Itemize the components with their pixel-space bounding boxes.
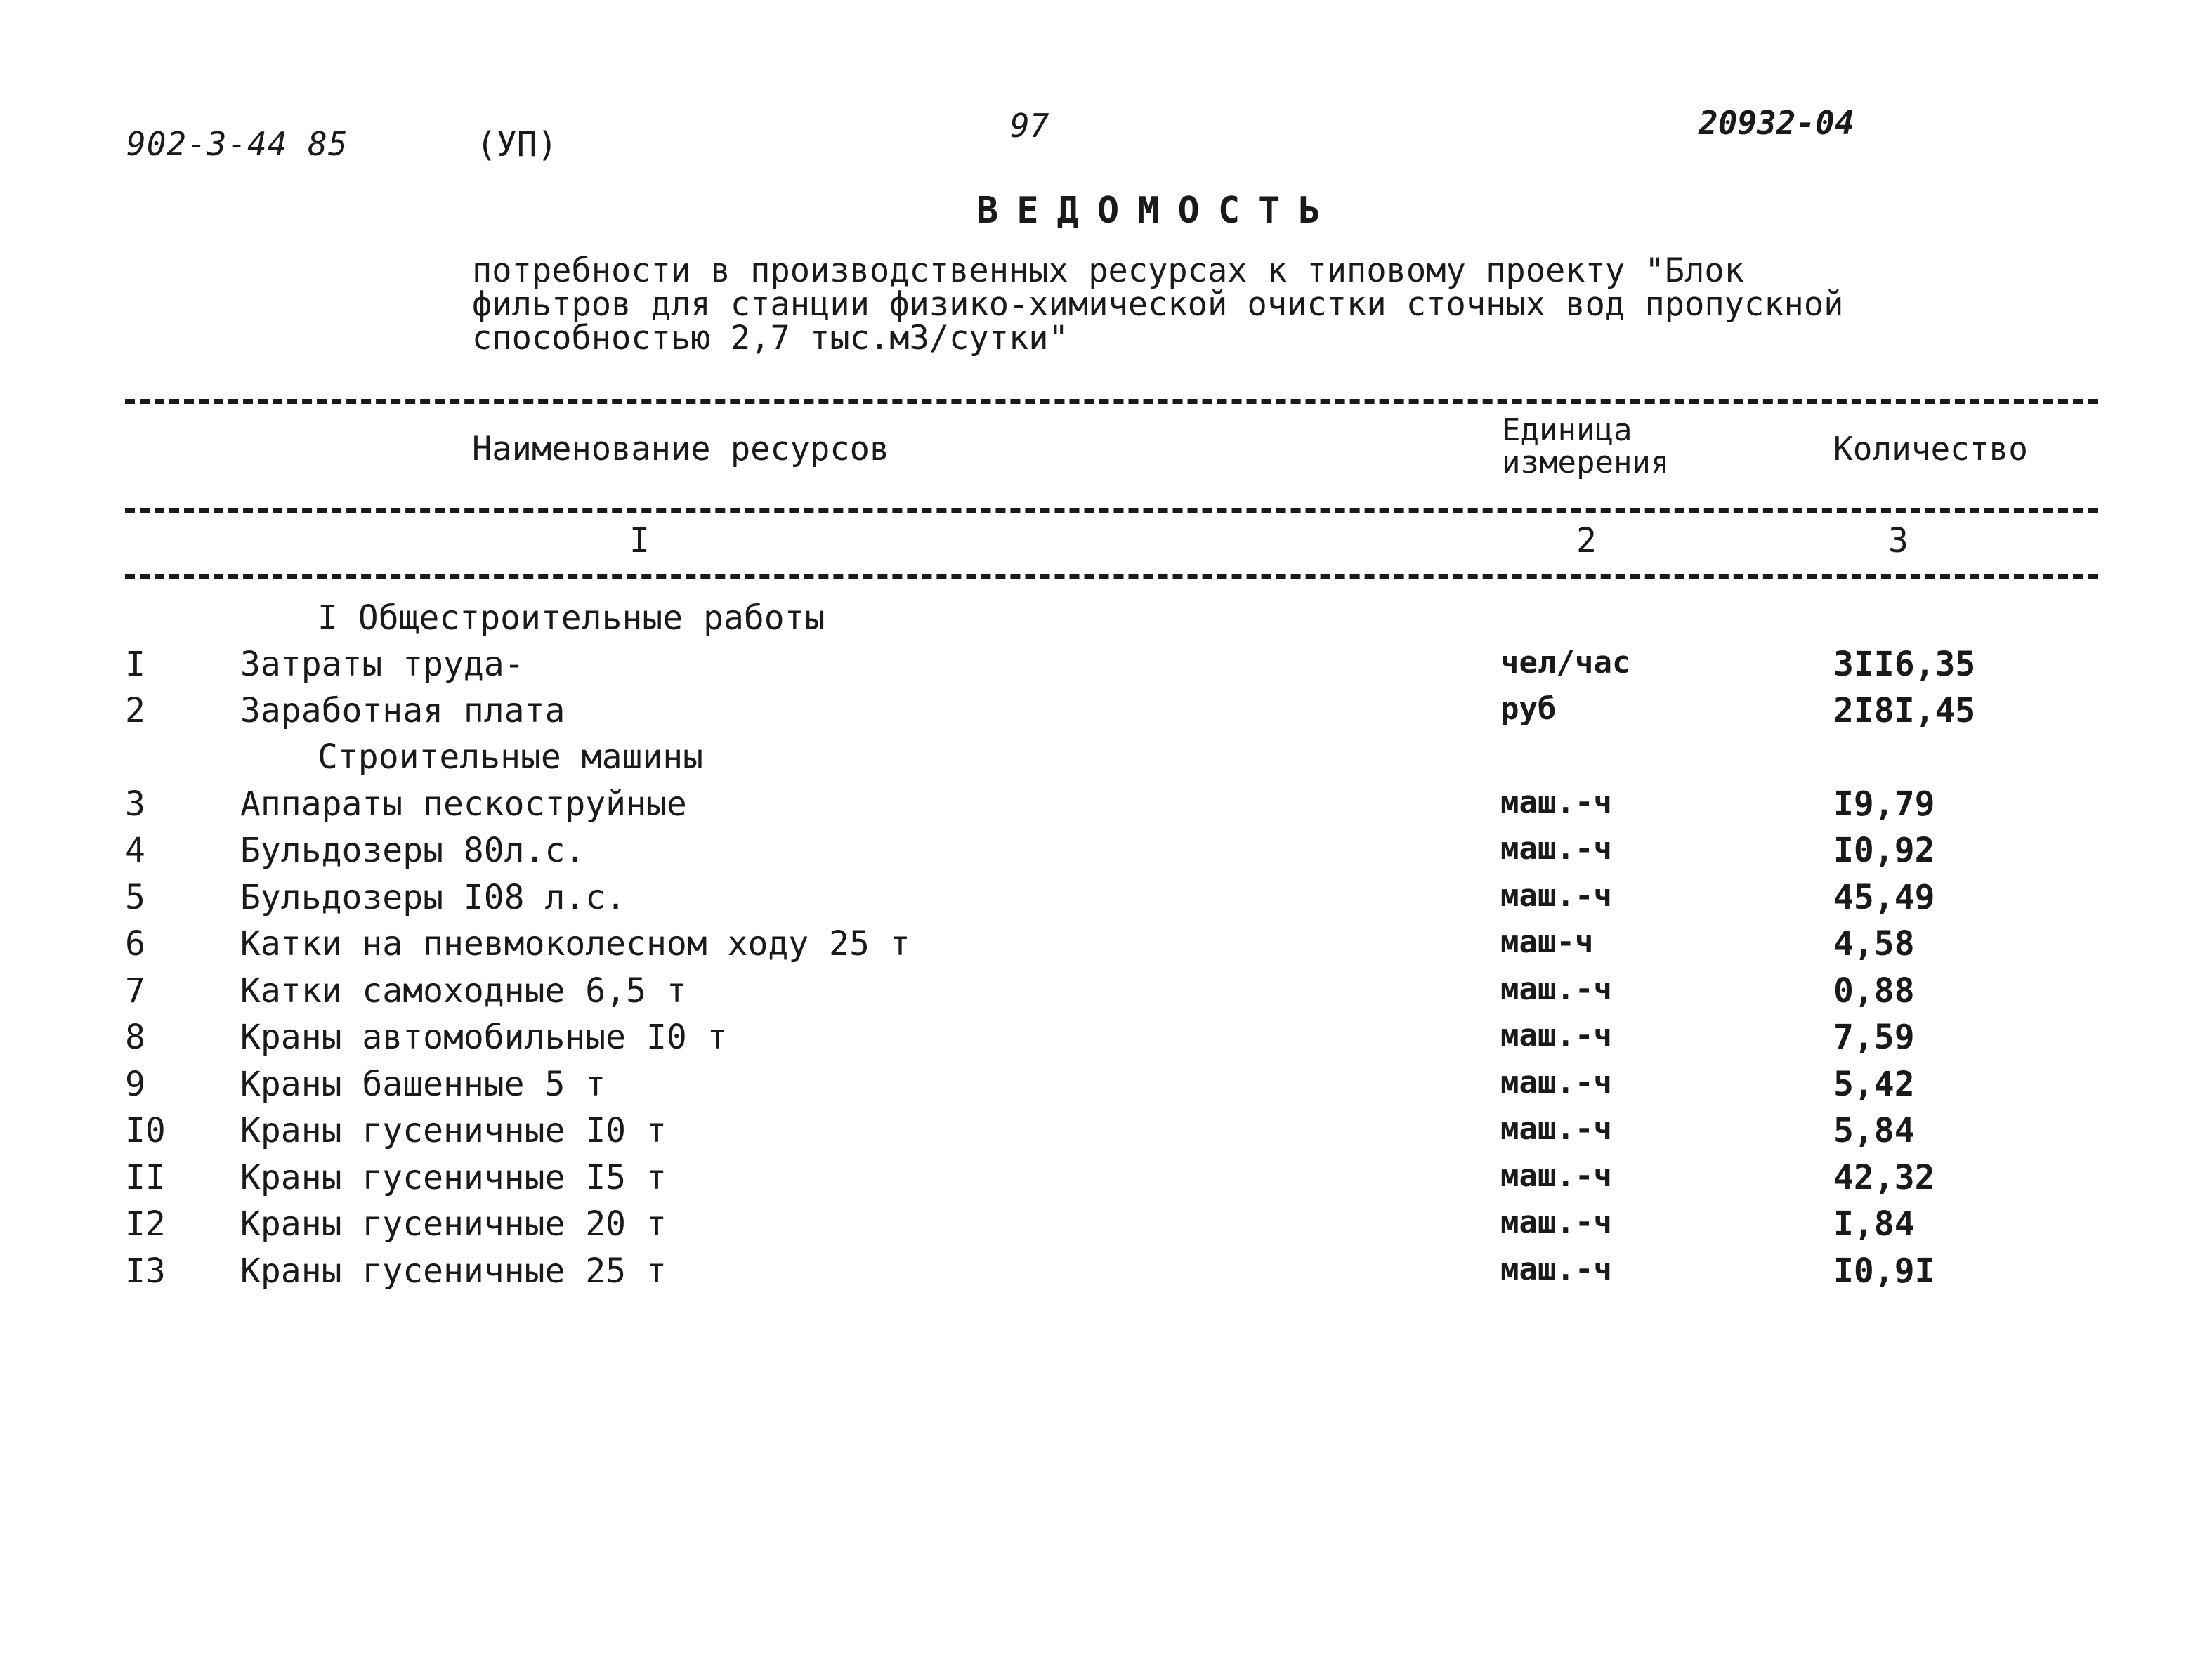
resource-unit: руб <box>1500 691 1557 727</box>
resource-quantity: 2I8I,45 <box>1833 691 1976 730</box>
row-number: 2 <box>125 691 145 730</box>
table-numbers-rule <box>125 574 2098 579</box>
resource-name: Краны гусеничные 20 т <box>240 1204 667 1244</box>
row-number: 8 <box>125 1018 145 1057</box>
column-header-name: Наименование ресурсов <box>472 430 890 468</box>
row-number: 7 <box>125 971 145 1011</box>
document-subtitle: потребности в производственных ресурсах к типовому проекту "Блок фильтров для станции физико-химической очистки сточных вод пропускной способностью 2,7 тыс.м3/сутки" <box>472 251 1844 357</box>
table-row <box>0 784 2212 831</box>
table-row <box>0 1018 2212 1064</box>
row-number: 4 <box>125 831 145 870</box>
resource-quantity: 42,32 <box>1833 1158 1935 1197</box>
column-header-quantity: Количество <box>1833 430 2028 468</box>
resource-quantity: 45,49 <box>1833 878 1935 917</box>
resource-name: Бульдозеры 80л.с. <box>240 831 586 870</box>
resource-unit: маш.-ч <box>1500 971 1612 1007</box>
resource-quantity: 0,88 <box>1833 971 1915 1011</box>
document-number: 20932-04 <box>1699 104 1854 142</box>
resource-quantity: 7,59 <box>1833 1018 1915 1057</box>
document-code: 902-3-44 85 <box>126 125 348 163</box>
row-number: I0 <box>125 1111 166 1150</box>
resource-name: Краны гусеничные I5 т <box>240 1158 667 1197</box>
resource-name: Затраты труда- <box>240 645 525 684</box>
table-top-rule <box>125 399 2098 404</box>
resource-name: Краны гусеничные I0 т <box>240 1111 667 1150</box>
document-title: ВЕДОМОСТЬ <box>976 190 1339 232</box>
resource-quantity: 3II6,35 <box>1833 645 1976 684</box>
resource-quantity: I0,92 <box>1833 831 1935 870</box>
row-number: 9 <box>125 1065 145 1104</box>
table-row <box>0 1204 2212 1251</box>
column-number-2: 2 <box>1576 521 1597 560</box>
resource-quantity: I9,79 <box>1833 784 1935 824</box>
section-heading: Строительные машины <box>318 737 704 777</box>
table-row <box>0 1158 2212 1204</box>
resource-name: Катки на пневмоколесном ходу 25 т <box>240 924 910 964</box>
table-row <box>0 971 2212 1018</box>
table-row <box>0 1251 2212 1298</box>
column-number-1: I <box>629 521 650 560</box>
resource-name: Катки самоходные 6,5 т <box>240 971 687 1011</box>
resource-unit: маш.-ч <box>1500 831 1612 867</box>
row-number: 3 <box>125 784 145 824</box>
resource-unit: чел/час <box>1500 645 1631 681</box>
resource-unit: маш.-ч <box>1500 1204 1612 1240</box>
resource-name: Аппараты пескоструйные <box>240 784 687 824</box>
resource-unit: маш.-ч <box>1500 1065 1612 1100</box>
table-row <box>0 1065 2212 1111</box>
resource-unit: маш-ч <box>1500 924 1594 960</box>
row-number: 6 <box>125 924 145 964</box>
table-row <box>0 1111 2212 1157</box>
row-number: I <box>125 645 145 684</box>
resource-quantity: 5,84 <box>1833 1111 1915 1150</box>
resource-quantity: 5,42 <box>1833 1065 1915 1104</box>
resource-unit: маш.-ч <box>1500 1158 1612 1194</box>
column-number-3: 3 <box>1888 521 1909 560</box>
resource-name: Заработная плата <box>240 691 565 730</box>
column-header-unit: Единица измерения <box>1502 412 1670 480</box>
table-row <box>0 831 2212 877</box>
table-row <box>0 645 2212 691</box>
resource-unit: маш.-ч <box>1500 1018 1612 1053</box>
resource-name: Краны автомобильные I0 т <box>240 1018 728 1057</box>
resource-unit: маш.-ч <box>1500 784 1612 820</box>
row-number: I3 <box>125 1251 166 1291</box>
resource-unit: маш.-ч <box>1500 1251 1612 1287</box>
table-header-rule <box>125 508 2098 513</box>
resource-quantity: I0,9I <box>1833 1251 1935 1291</box>
table-row <box>0 878 2212 924</box>
page-number: 97 <box>1010 107 1049 145</box>
resource-name: Бульдозеры I08 л.с. <box>240 878 627 917</box>
resource-quantity: 4,58 <box>1833 924 1915 964</box>
table-row <box>0 691 2212 737</box>
row-number: II <box>125 1158 166 1197</box>
section-heading: I Общестроительные работы <box>318 598 825 638</box>
resource-name: Краны гусеничные 25 т <box>240 1251 667 1291</box>
table-row <box>0 924 2212 971</box>
row-number: I2 <box>125 1204 166 1244</box>
document-tag: (УП) <box>476 125 558 164</box>
resource-unit: маш.-ч <box>1500 1111 1612 1147</box>
resource-quantity: I,84 <box>1833 1204 1915 1244</box>
row-number: 5 <box>125 878 145 917</box>
resource-name: Краны башенные 5 т <box>240 1065 606 1104</box>
resource-unit: маш.-ч <box>1500 878 1612 914</box>
